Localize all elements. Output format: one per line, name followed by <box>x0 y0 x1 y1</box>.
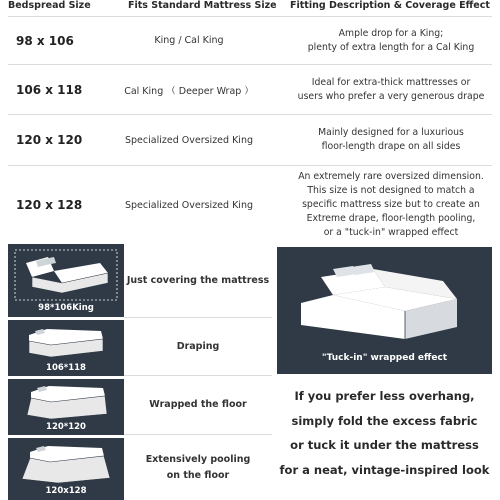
row-size: 120 x 120 <box>16 133 83 147</box>
tip-line: for a neat, vintage-inspired look <box>279 462 490 477</box>
bed-illustration-drape <box>8 320 124 376</box>
fold-tip-text <box>277 384 492 482</box>
bed-illustration-cover <box>8 244 124 317</box>
tip-line: or tuck it under the mattress <box>290 438 479 452</box>
row-size: 98 x 106 <box>16 33 74 48</box>
bed-size-label: 120*120 <box>46 422 86 432</box>
bed-illustration-floor <box>8 379 124 435</box>
effect-label-floor: Wrapped the floor <box>124 376 272 435</box>
table-row <box>8 65 492 115</box>
row-fits: King / Cal King <box>154 35 224 46</box>
bed-illustration-pool <box>8 438 124 500</box>
effect-line: on the floor <box>166 469 230 481</box>
row-fits: Cal King （ Deeper Wrap ） <box>124 85 254 97</box>
effect-line: Ample drop for a King; <box>338 27 444 39</box>
row-effect <box>286 115 496 165</box>
bed-size-label: 106*118 <box>46 363 86 373</box>
bed-drape-icon <box>21 323 111 361</box>
effect-line: floor-length drape on all sides <box>321 141 461 152</box>
row-size: 120 x 128 <box>16 198 83 212</box>
bed-size-label: 120x128 <box>45 486 87 496</box>
table-row <box>8 166 492 244</box>
bed-cover-icon <box>14 249 118 301</box>
row-effect <box>286 65 496 114</box>
effect-line: An extremely rare oversized dimension. <box>298 171 484 183</box>
effect-line: Ideal for extra-thick mattresses or <box>311 76 471 88</box>
effect-line: This size is not designed to match a <box>307 185 475 197</box>
tuck-in-panel <box>277 247 492 374</box>
bed-pool-icon <box>18 442 114 484</box>
effect-label-pool <box>124 435 272 500</box>
table-row <box>8 115 492 166</box>
row-fits: Specialized Oversized King <box>125 199 253 211</box>
table-row <box>8 17 492 65</box>
effect-line: plenty of extra length for a Cal King <box>307 41 475 53</box>
effect-line: Extensively pooling <box>145 454 251 466</box>
effect-label-drape: Draping <box>124 318 272 376</box>
tuck-in-bed-icon <box>277 247 492 347</box>
row-size: 106 x 118 <box>16 82 83 97</box>
tip-line: simply fold the excess fabric <box>291 413 478 428</box>
header-description: Fitting Description & Coverage Effect <box>290 0 490 11</box>
effect-line: or a "tuck-in" wrapped effect <box>323 226 459 238</box>
row-effect <box>286 166 496 244</box>
header-bedspread-size: Bedspread Size <box>8 0 91 11</box>
bed-size-label: 98*106King <box>38 302 94 313</box>
header-fits-mattress: Fits Standard Mattress Size <box>128 0 277 11</box>
row-fits: Specialized Oversized King <box>125 134 253 146</box>
row-effect <box>286 17 496 64</box>
effect-line: specific mattress size but to create an <box>302 199 480 211</box>
tuck-in-label: "Tuck-in" wrapped effect <box>321 353 448 363</box>
bed-floor-icon <box>21 382 111 420</box>
tip-line: If you prefer less overhang, <box>294 389 475 403</box>
effect-line: Mainly designed for a luxurious <box>318 127 464 139</box>
effect-line: users who prefer a very generous drape <box>297 90 485 102</box>
effect-label-cover: Just covering the mattress <box>124 244 272 318</box>
effect-line: Extreme drape, floor-length pooling, <box>306 212 476 224</box>
